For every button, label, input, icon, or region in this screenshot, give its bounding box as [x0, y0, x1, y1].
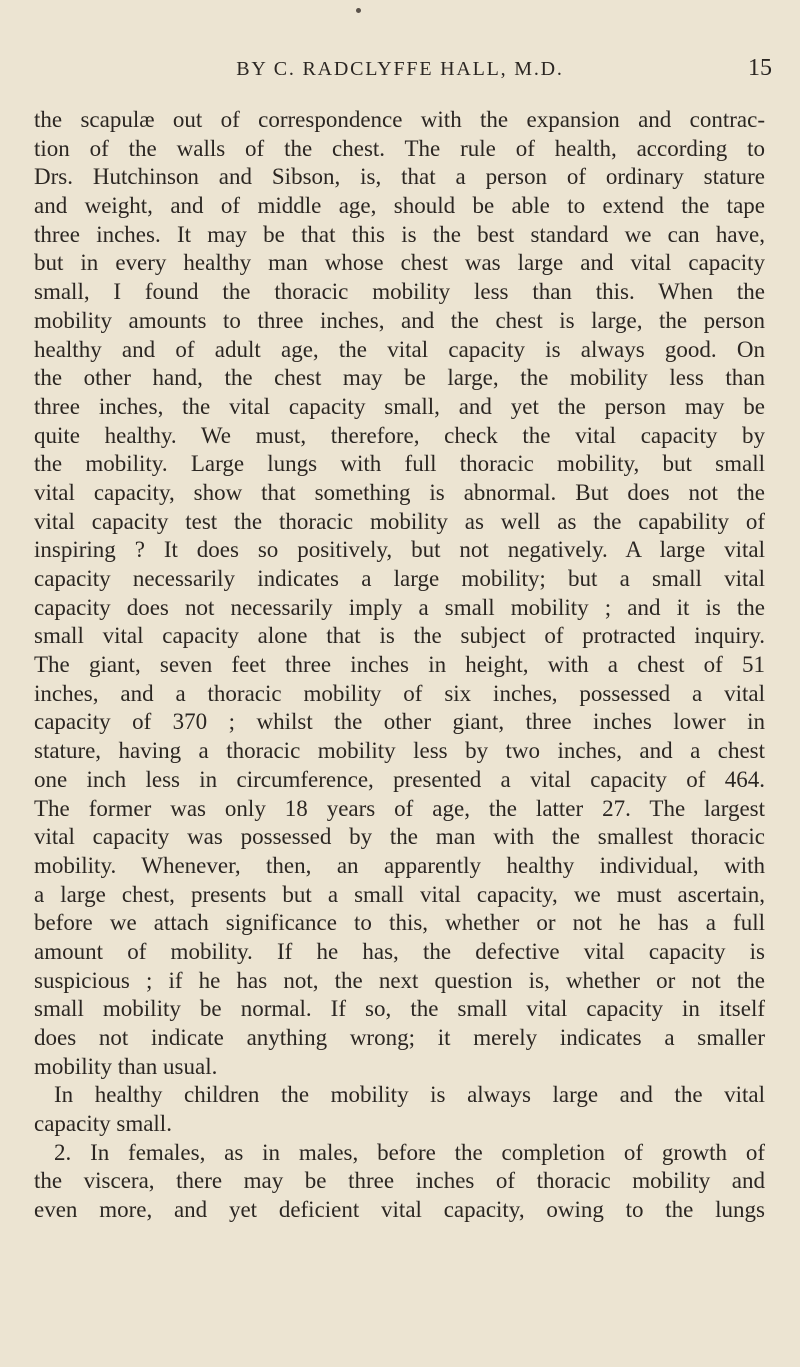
text-line: but in every healthy man whose chest was large and vital capacity [34, 250, 765, 276]
text-line: capacity of 370 ; whilst the other giant, three inches lower in [34, 709, 765, 735]
text-line: In healthy children the mobility is always large and the vital [54, 1082, 765, 1108]
text-line: a large chest, presents but a small vital capacity, we must ascertain, [34, 881, 765, 907]
text-line: three inches, the vital capacity small, and yet the person may be [34, 393, 765, 419]
text-line: the other hand, the chest may be large, the mobility less than [34, 365, 765, 391]
body-text [34, 106, 765, 1225]
text-line: Drs. Hutchinson and Sibson, is, that a person of ordinary stature [34, 164, 765, 190]
text-line: capacity does not necessarily imply a small mobility ; and it is the [34, 594, 765, 620]
text-line: even more, and yet deficient vital capacity, owing to the lungs [34, 1197, 765, 1223]
text-line: The former was only 18 years of age, the latter 27. The largest [34, 795, 765, 821]
text-line: three inches. It may be that this is the best standard we can have, [34, 221, 765, 247]
text-line: inspiring ? It does so positively, but not negatively. A large vital [34, 537, 765, 563]
text-line: 2. In females, as in males, before the completion of growth of [54, 1139, 765, 1165]
text-line: quite healthy. We must, therefore, check the vital capacity by [34, 422, 765, 448]
ink-speck [356, 8, 361, 13]
text-line: mobility. Whenever, then, an apparently healthy individual, with [34, 852, 765, 878]
text-line: mobility than usual. [34, 1053, 218, 1079]
text-line: capacity small. [34, 1111, 172, 1137]
text-line: the viscera, there may be three inches of thoracic mobility and [34, 1168, 765, 1194]
text-line: does not indicate anything wrong; it merely indicates a smaller [34, 1025, 765, 1050]
text-line: one inch less in circumference, presented a vital capacity of 464. [34, 766, 765, 792]
text-line: tion of the walls of the chest. The rule of health, according to [34, 135, 765, 161]
running-title: BY C. RADCLYFFE HALL, M.D. [236, 58, 564, 80]
text-line: healthy and of adult age, the vital capacity is always good. On [34, 336, 765, 362]
text-line: the mobility. Large lungs with full thoracic mobility, but small [34, 451, 765, 477]
text-line: inches, and a thoracic mobility of six inches, possessed a vital [34, 680, 765, 706]
text-line: small, I found the thoracic mobility less than this. When the [34, 279, 765, 305]
text-line: suspicious ; if he has not, the next question is, whether or not the [34, 967, 765, 993]
page-number: 15 [748, 55, 772, 81]
text-line: vital capacity, show that something is abnormal. But does not the [34, 479, 765, 505]
text-line: small vital capacity alone that is the subject of protracted inquiry. [34, 623, 765, 649]
text-line: The giant, seven feet three inches in height, with a chest of 51 [34, 652, 765, 678]
text-line: the scapulæ out of correspondence with the expansion and contrac- [34, 107, 765, 132]
text-line: stature, having a thoracic mobility less by two inches, and a chest [34, 738, 765, 764]
text-line: amount of mobility. If he has, the defective vital capacity is [34, 938, 765, 964]
text-line: and weight, and of middle age, should be able to extend the tape [34, 193, 765, 219]
text-line: before we attach significance to this, whether or not he has a full [34, 910, 765, 936]
text-line: vital capacity test the thoracic mobility as well as the capability of [34, 508, 765, 534]
text-line: capacity necessarily indicates a large mobility; but a small vital [34, 566, 765, 591]
text-line: small mobility be normal. If so, the small vital capacity in itself [34, 996, 765, 1022]
text-line: vital capacity was possessed by the man with the smallest thoracic [34, 824, 765, 850]
text-line: mobility amounts to three inches, and the chest is large, the person [34, 307, 765, 333]
running-header [0, 55, 800, 88]
